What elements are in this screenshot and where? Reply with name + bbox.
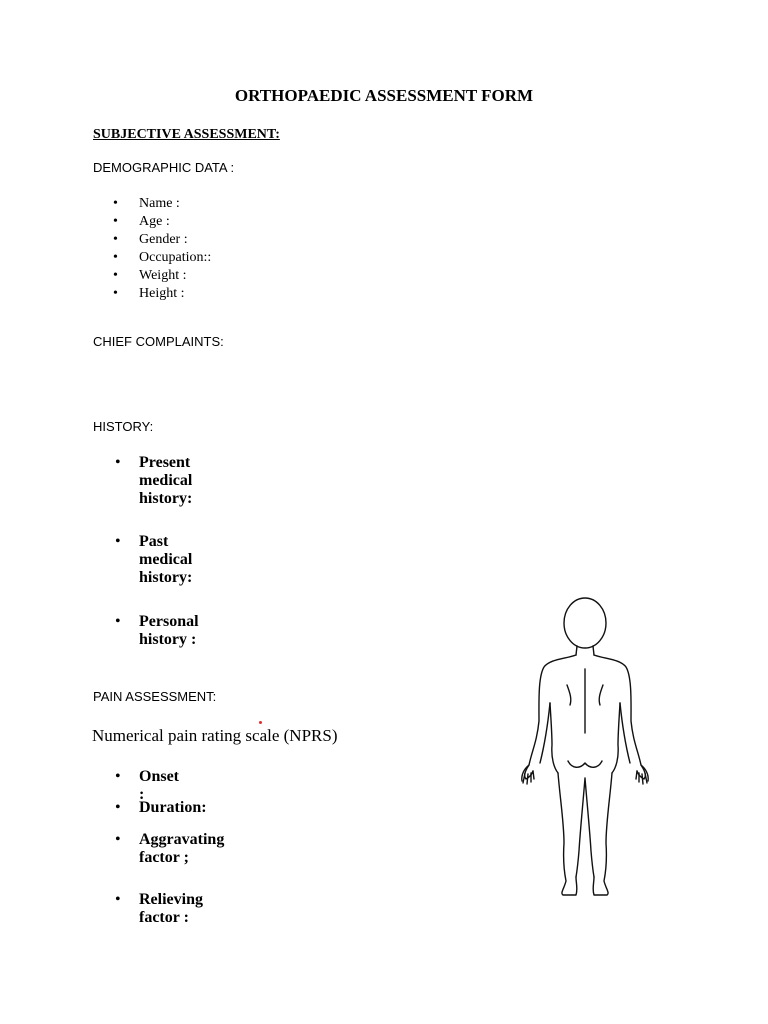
history-item-personal: • Personal history :	[139, 613, 199, 649]
form-title: ORTHOPAEDIC ASSESSMENT FORM	[234, 86, 534, 105]
demographic-item-weight: • Weight :	[139, 267, 211, 285]
demographic-item-occupation: • Occupation::	[139, 249, 211, 267]
demographic-item-height: • Height :	[139, 285, 211, 303]
history-item-past: • Past medical history:	[139, 533, 192, 587]
history-heading: HISTORY:	[93, 419, 154, 434]
pain-item-onset: • Onset :	[139, 768, 179, 804]
subjective-heading: SUBJECTIVE ASSESSMENT:	[93, 127, 280, 142]
nprs-label: Numerical pain rating scale (NPRS)	[92, 726, 338, 745]
red-mark	[259, 721, 262, 724]
pain-item-relieving: • Relieving factor :	[139, 891, 203, 927]
demographic-heading: DEMOGRAPHIC DATA :	[93, 160, 235, 175]
demographic-item-gender: • Gender :	[139, 231, 211, 249]
history-item-present: • Present medical history:	[139, 454, 192, 508]
body-chart-figure	[510, 593, 660, 913]
pain-assessment-heading: PAIN ASSESSMENT:	[93, 689, 217, 704]
demographic-item-name: • Name :	[139, 195, 211, 213]
demographic-list	[139, 195, 211, 303]
pain-item-aggravating: • Aggravating factor ;	[139, 831, 224, 867]
demographic-item-age: • Age :	[139, 213, 211, 231]
chief-complaints-heading: CHIEF COMPLAINTS:	[93, 334, 224, 349]
pain-item-duration: • Duration:	[139, 799, 207, 817]
